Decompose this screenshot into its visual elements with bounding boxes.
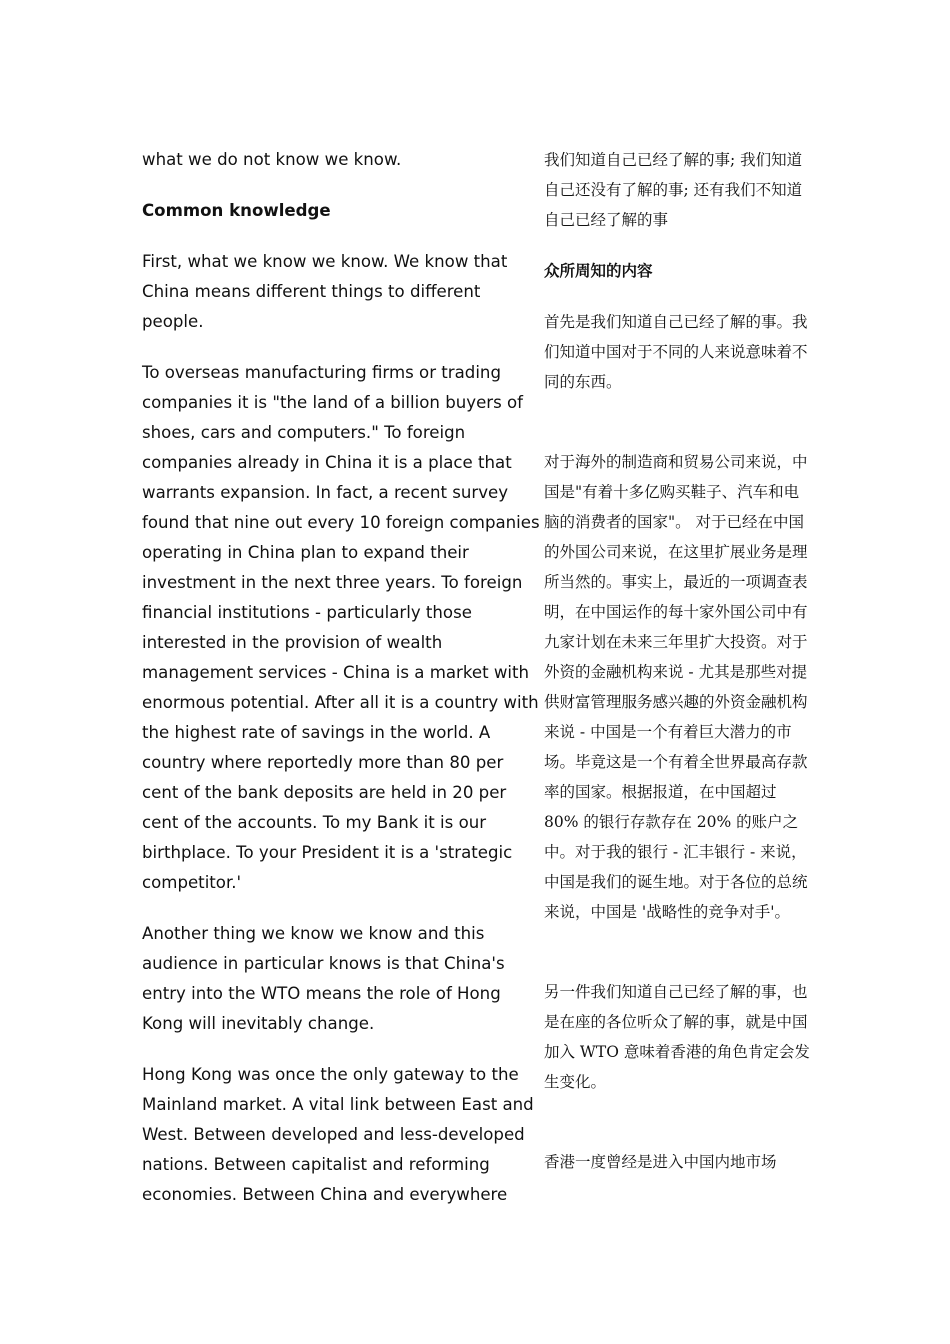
english-paragraph: First, what we know we know. We know that China means different things to different people. [142, 252, 508, 331]
english-intro-line: what we do not know we know. [142, 150, 402, 169]
chinese-paragraph: 香港一度曾经是进入中国内地市场 [544, 1153, 777, 1171]
chinese-paragraph: 对于海外的制造商和贸易公司来说，中国是"有着十多亿购买鞋子、汽车和电脑的消费者的国家"。 对于已经在中国的外国公司来说，在这里扩展业务是理所当然的。事实上，最近的一项调查表明，在中国运作的每十家外国公司中有九家计划在未来三年里扩大投资。对于外资的金融机构来说 - 尤其是那些对提供财富管理服务感兴趣的外资金融机构来说 - 中国是一个有着巨大潜力的市场。毕竟这是一个有着全世界最高存款率的国家。根据报道，在中国超过 80% 的银行存款存在 20% 的账户之中。对于我的银行 - 汇丰银行 - 来说，中国是我们的诞生地。对于各位的总统来说，中国是 '战略性的竞争对手'。 [544, 453, 808, 921]
chinese-paragraph: 首先是我们知道自己已经了解的事。我们知道中国对于不同的人来说意味着不同的东西。 [544, 313, 808, 391]
english-paragraph: Another thing we know we know and this audience in particular knows is that China's entry into the WTO means the role of Hong Kong will inevitably change. [142, 924, 505, 1033]
chinese-section-heading: 众所周知的内容 [544, 261, 653, 280]
english-paragraph: To overseas manufacturing firms or trading companies it is "the land of a billion buyers of shoes, cars and computers." To foreign companies already in China it is a place that warrants expansion. In fact, a recent survey found that nine out every 10 foreign companies operating in China plan to expand their investment in the next three years. To foreign financial institutions - particularly those interested in the provision of wealth management services - China is a market with enormous potential. After all it is a country with the highest rate of savings in the world. A country where reportedly more than 80 per cent of the bank deposits are held in 20 per cent of the accounts. To my Bank it is our birthplace. To your President it is a 'strategic competitor.' [142, 363, 540, 892]
chinese-column [544, 145, 814, 1177]
english-column [142, 145, 542, 1210]
english-section-heading: Common knowledge [142, 201, 331, 220]
chinese-paragraph: 另一件我们知道自己已经了解的事，也是在座的各位听众了解的事，就是中国加入 WTO 意味着香港的角色肯定会发生变化。 [544, 983, 810, 1091]
english-paragraph: Hong Kong was once the only gateway to the Mainland market. A vital link between East and West. Between developed and less-developed nations. Between capitalist and reforming economies. Between China and everywhere [142, 1065, 534, 1204]
chinese-intro-line: 我们知道自己已经了解的事; 我们知道自己还没有了解的事; 还有我们不知道自己已经了解的事 [544, 151, 803, 229]
